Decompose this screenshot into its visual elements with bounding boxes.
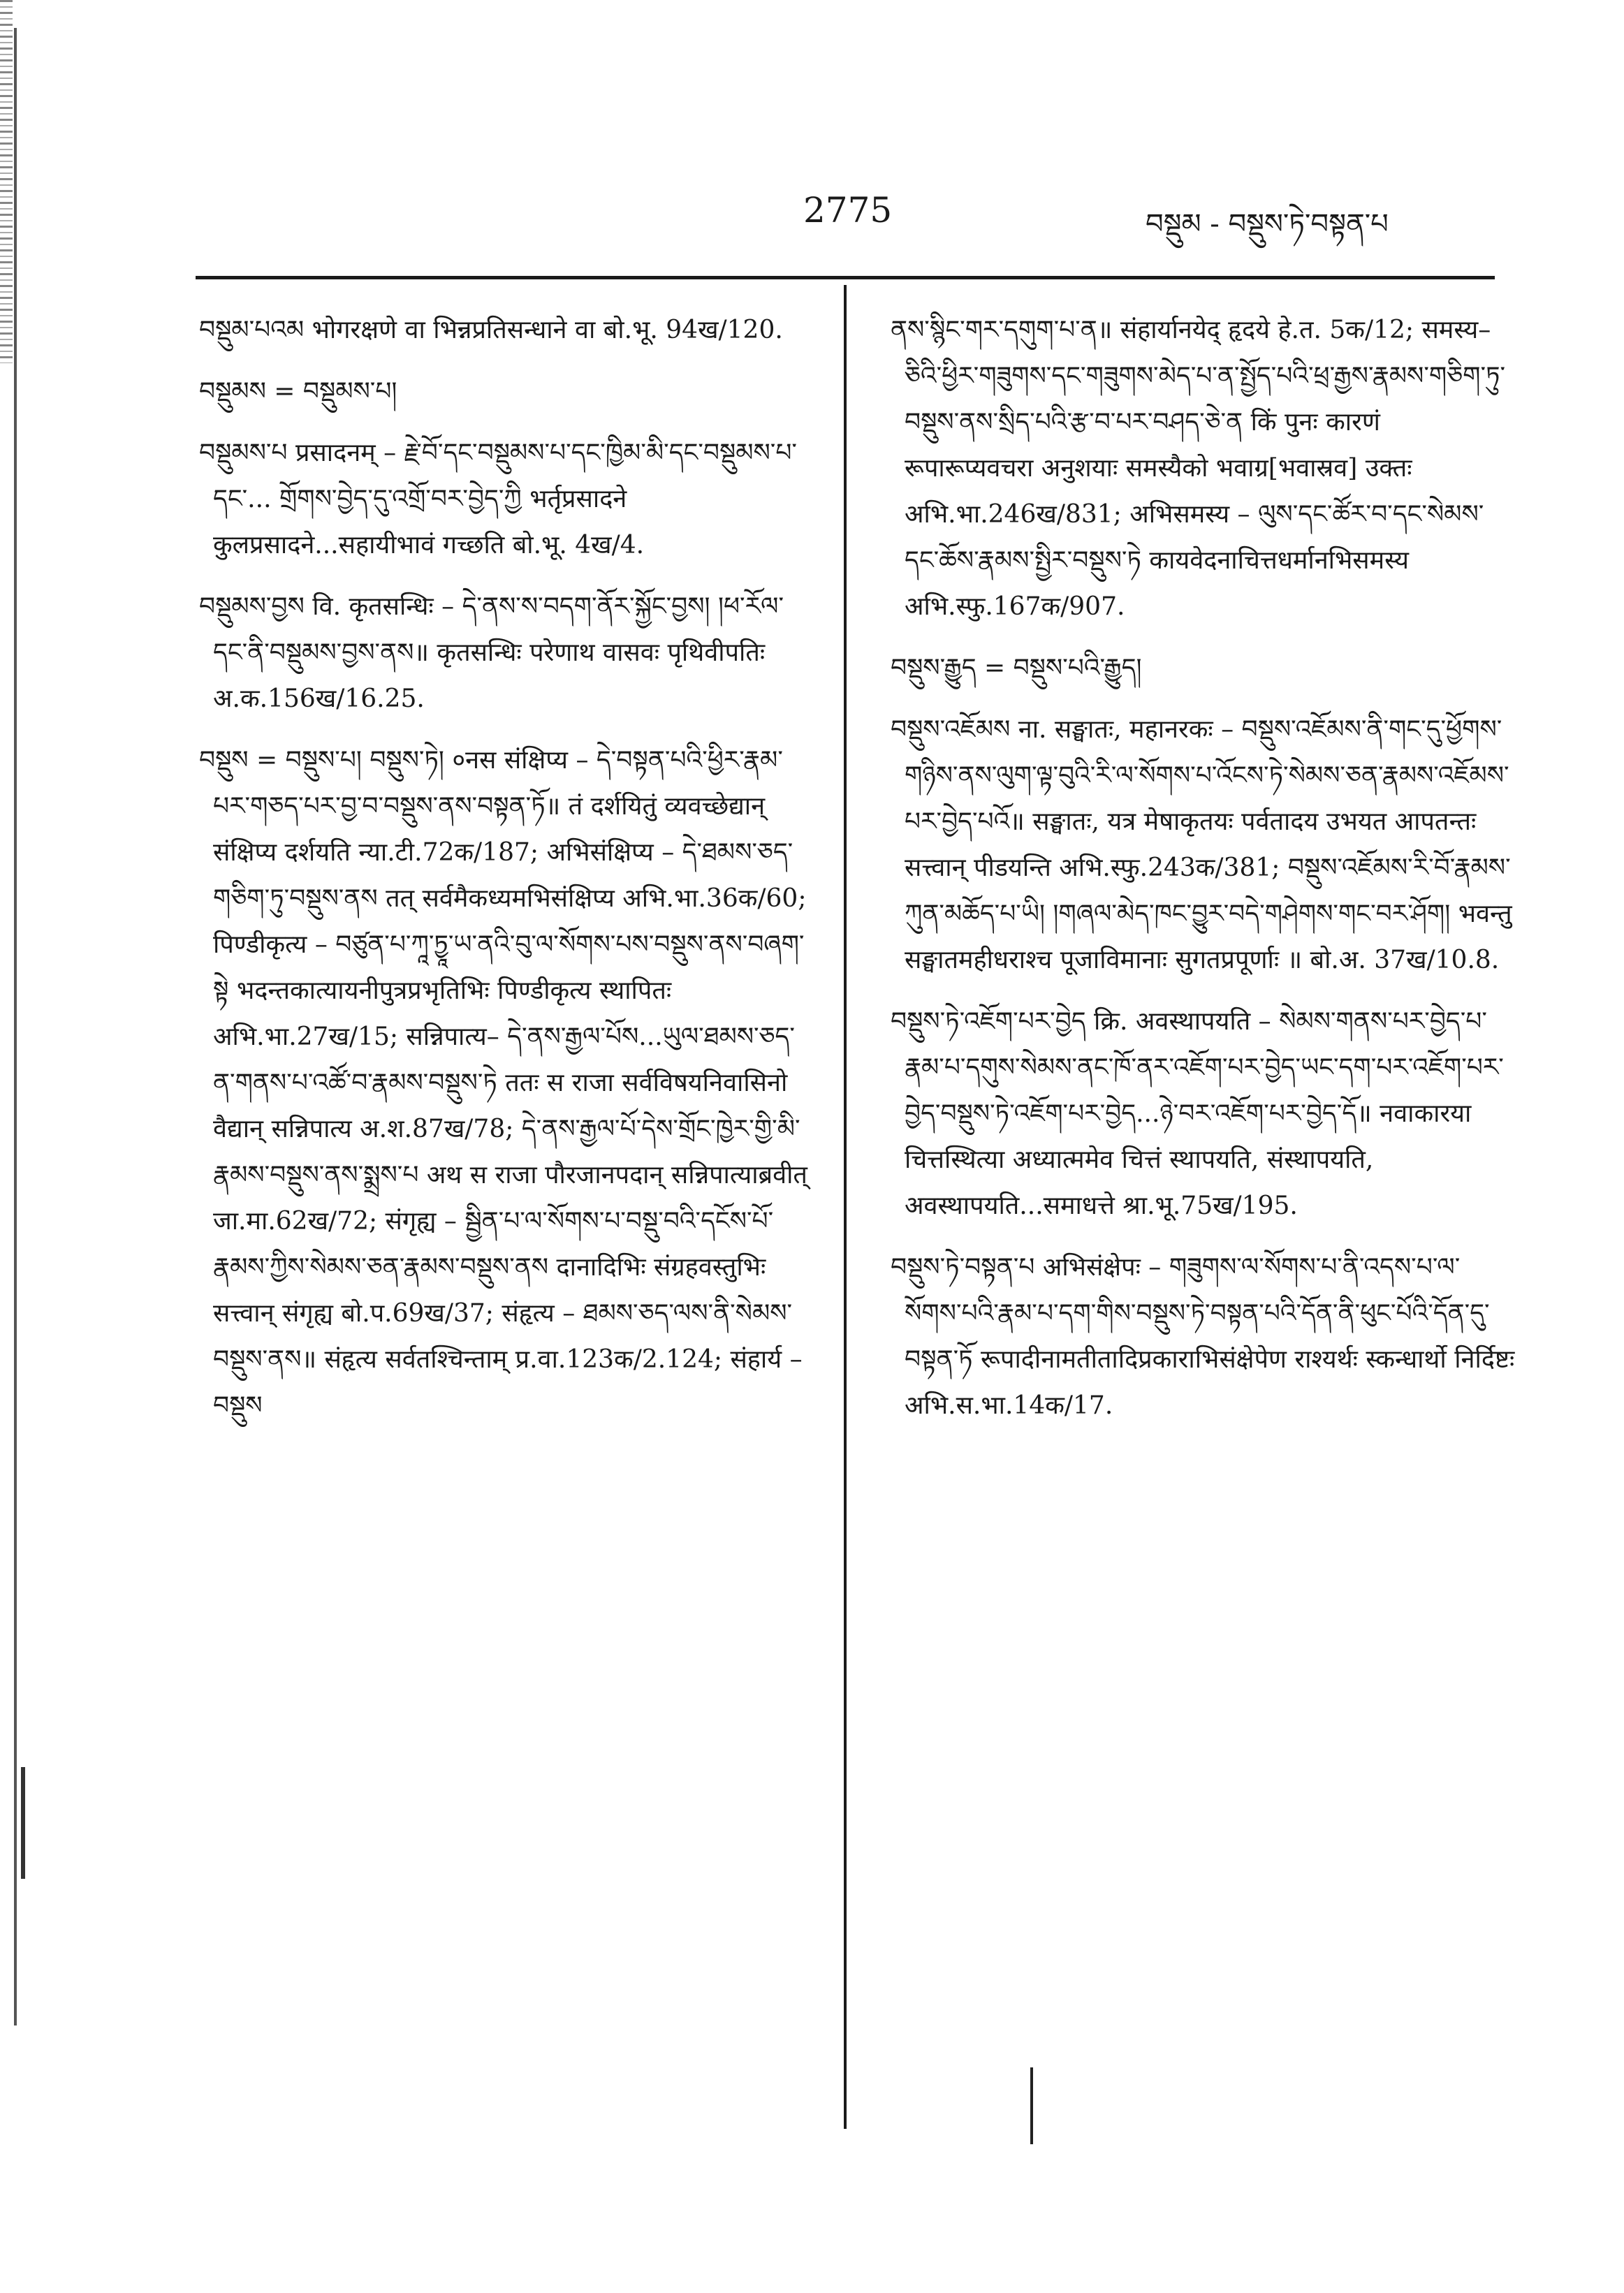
running-head: བསྡུམ - བསྡུས་ཏེ་བསྟན་པ bbox=[1146, 208, 1389, 240]
entry-text: བསྡུམས་པ प्रसादनम् – རྗེ་བོ་དང་བསྡུམས་པ་དང་ཁྱིམ་མི་དང་བསྡུམས་པ་དང་... གྲོགས་བྱེད་དུ་འགྲོ་བར་བྱེད་ཀྱི भर्तृप्रसादने कुलप्रसादने...सहायीभावं गच्छति बो.भू. 4ख/4. bbox=[199, 439, 797, 559]
column-rule bbox=[844, 285, 847, 2129]
entry-text: བསྡུས = བསྡུས་པ། བསྡུས་ཏེ། ०नस संक्षिप्य – དེ་བསྟན་པའི་ཕྱིར་རྣམ་པར་གཅད་པར་བྱ་བ་བསྡུས་ནས་བསྟན་ཏོ॥ तं दर्शयितुं व्यवच्छेद्यान् संक्षिप्य दर्शयति न्या.टी.72क/187; अभिसंक्षिप्य – དེ་ཐམས་ཅད་གཅིག་ཏུ་བསྡུས་ནས तत् सर्वमैकध्यमभिसंक्षिप्य अभि.भा.36क/60; पिण्डीकृत्य – བཙུན་པ་ཀཱ་ཏྱཱ་ཡ་ནའི་བུ་ལ་སོགས་པས་བསྡུས་ནས་བཞག་སྟེ भदन्तकात्यायनीपुत्रप्रभृतिभिः पिण्डीकृत्य स्थापितः अभि.भा.27ख/15; सन्निपात्य– དེ་ནས་རྒྱལ་པོས...ཡུལ་ཐམས་ཅད་ན་གནས་པ་འཚོ་བ་རྣམས་བསྡུས་ཏེ ततः स राजा सर्वविषयनिवासिनो वैद्यान् सन्निपात्य अ.श.87ख/78; དེ་ནས་རྒྱལ་པོ་དེས་གྲོང་ཁྱེར་གྱི་མི་རྣམས་བསྡུས་ནས་སྨྲས་པ अथ स राजा पौरजानपदान् सन्निपात्याब्रवीत् जा.मा.62ख/72; संगृह्य – སྦྱིན་པ་ལ་སོགས་པ་བསྡུ་བའི་དངོས་པོ་རྣམས་ཀྱིས་སེམས་ཅན་རྣམས་བསྡུས་ནས दानादिभिः संग्रहवस्तुभिः सत्त्वान् संगृह्य बो.प.69ख/37; संहृत्य – ཐམས་ཅད་ལས་ནི་སེམས་བསྡུས་ནས॥ संहृत्य सर्वतश्चिन्ताम् प्र.वा.123क/2.124; संहार्य – བསྡུས bbox=[199, 746, 807, 1420]
entry-text: བསྡུས་ཏེ་འཇོག་པར་བྱེད क्रि. अवस्थापयति – སེམས་གནས་པར་བྱེད་པ་རྣམ་པ་དགུས་སེམས་ནང་ཁོ་ནར་འཇོག་པར་བྱེད་ཡང་དག་པར་འཇོག་པར་བྱེད་བསྡུས་ཏེ་འཇོག་པར་བྱེད...ཉེ་བར་འཇོག་པར་བྱེད་དོ॥ नवाकारया चित्तस्थित्या अध्यात्ममेव चित्तं स्थापयति, संस्थापयति, अवस्थापयति...समाधत्ते श्रा.भू.75ख/195. bbox=[891, 1007, 1504, 1220]
entry-text: བསྡུས་འཇོམས ना. सङ्घातः, महानरकः – བསྡུས་འཇོམས་ནི་གང་དུ་ཕྱོགས་གཉིས་ནས་ལུག་ལྟ་བུའི་རི་ལ་སོགས་པ་འོངས་ཏེ་སེམས་ཅན་རྣམས་འཇོམས་པར་བྱེད་པའོ॥ सङ्घातः, यत्र मेषाकृतयः पर्वतादय उभयत आपतन्तः सत्त्वान् पीडयन्ति अभि.स्फु.243क/381; བསྡུས་འཇོམས་རི་བོ་རྣམས་ཀུན་མཆོད་པ་ཡི། །གཞལ་མེད་ཁང་བྱུར་བདེ་གཤེགས་གང་བར་ཤོག། भवन्तु सङ्घातमहीधराश्च पूजाविमानाः सुगतप्रपूर्णाः ॥ बो.अ. 37ख/10.8. bbox=[891, 715, 1512, 974]
dictionary-entry bbox=[891, 707, 1516, 983]
entry-text: བསྡུམ་པའམ भोगरक्षणे वा भिन्नप्रतिसन्धाने वा बो.भू. 94ख/120. bbox=[199, 316, 783, 344]
dictionary-entry bbox=[891, 307, 1516, 630]
dictionary-entry bbox=[199, 307, 814, 353]
entry-text: ནས་སྙིང་གར་དགུག་པ་ན॥ संहार्यानयेद् हृदये हे.त. 5क/12; समस्य– ཅིའི་ཕྱིར་གཟུགས་དང་གཟུགས་མེད་པ་ན་སྤྱོད་པའི་ཕྲ་རྒྱས་རྣམས་གཅིག་ཏུ་བསྡུས་ནས་སྲིད་པའི་རྩ་བ་པར་བཤད་ཅེ་ན किं पुनः कारणं रूपारूप्यवचरा अनुशयाः समस्यैको भवाग्र[भवास्रव] उक्तः अभि.भा.246ख/831; अभिसमस्य – ལུས་དང་ཚོར་བ་དང་སེམས་དང་ཆོས་རྣམས་སྤྱིར་བསྡུས་ཏེ कायवेदनाचित्तधर्मानभिसमस्य अभि.स्फु.167क/907. bbox=[891, 316, 1506, 621]
left-column bbox=[199, 307, 814, 1444]
dictionary-entry bbox=[891, 645, 1516, 691]
page-number: 2775 bbox=[803, 190, 893, 230]
scan-edge-noise bbox=[0, 0, 13, 363]
dictionary-entry bbox=[891, 999, 1516, 1229]
scan-edge-mark bbox=[21, 1767, 25, 1879]
bottom-mark bbox=[1030, 2067, 1033, 2144]
header-rule bbox=[196, 276, 1495, 279]
entry-text: བསྡུས་རྒྱུད = བསྡུས་པའི་རྒྱུད། bbox=[891, 654, 1142, 682]
scan-edge-line bbox=[14, 28, 17, 2025]
dictionary-entry bbox=[199, 584, 814, 722]
dictionary-entry bbox=[199, 369, 814, 415]
entry-text: བསྡུས་ཏེ་བསྟན་པ अभिसंक्षेपः – གཟུགས་ལ་སོགས་པ་ནི་འདས་པ་ལ་སོགས་པའི་རྣམ་པ་དག་གིས་བསྡུས་ཏེ་བསྟན་པའི་དོན་ནི་ཕུང་པོའི་དོན་དུ་བསྟན་ཏོ रूपादीनामतीतादिप्रकाराभिसंक्षेपेण राश्यर्थः स्कन्धार्थो निर्दिष्टः अभि.स.भा.14क/17. bbox=[891, 1253, 1515, 1420]
dictionary-entry bbox=[199, 738, 814, 1429]
dictionary-entry bbox=[199, 430, 814, 569]
dictionary-entry bbox=[891, 1245, 1516, 1429]
right-column bbox=[891, 307, 1516, 1444]
entry-text: བསྡུམས = བསྡུམས་པ། bbox=[199, 377, 397, 406]
entry-text: བསྡུམས་བྱས वि. कृतसन्धिः – དེ་ནས་ས་བདག་ནོར་སྐྱོང་བྱས། །ཕ་རོལ་དང་ནི་བསྡུམས་བྱས་ནས॥ कृतसन्धिः परेणाथ वासवः पृथिवीपतिः अ.क.156ख/16.25. bbox=[199, 592, 784, 713]
